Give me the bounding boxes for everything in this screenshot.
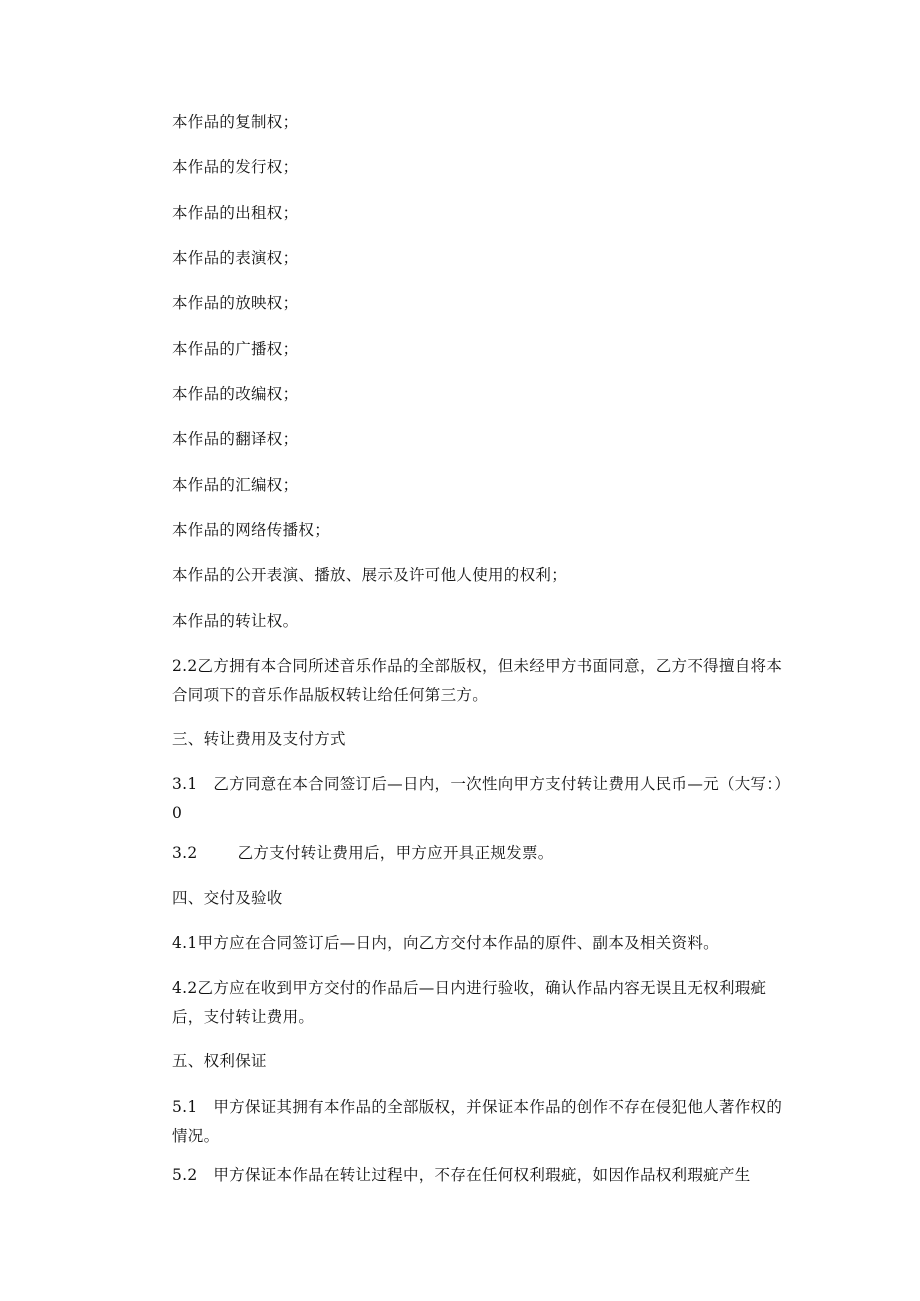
right-item-rental: 本作品的出租权；	[172, 204, 299, 222]
clause-5-1: 5.1 甲方保证其拥有本作品的全部版权，并保证本作品的创作不存在侵犯他人著作权的情况。	[172, 1098, 783, 1145]
right-item-compilation: 本作品的汇编权；	[172, 476, 299, 494]
section-4-title: 四、交付及验收	[172, 889, 283, 907]
right-item-transfer: 本作品的转让权。	[172, 612, 299, 630]
right-item-translation: 本作品的翻译权；	[172, 430, 299, 448]
section-5-title: 五、权利保证	[172, 1052, 267, 1070]
clause-4-1: 4.1甲方应在合同签订后—日内，向乙方交付本作品的原件、副本及相关资料。	[172, 934, 719, 952]
clause-3-2-text: 乙方支付转让费用后，甲方应开具正规发票。	[237, 844, 554, 862]
right-item-public-use: 本作品的公开表演、播放、展示及许可他人使用的权利；	[172, 566, 568, 584]
right-item-network: 本作品的网络传播权；	[172, 521, 331, 539]
right-item-performance: 本作品的表演权；	[172, 249, 299, 267]
clause-2-2: 2.2乙方拥有本合同所述音乐作品的全部版权，但未经甲方书面同意，乙方不得擅自将本合同项下的音乐作品版权转让给任何第三方。	[172, 657, 783, 704]
clause-3-1: 3.1 乙方同意在本合同签订后—日内，一次性向甲方支付转让费用人民币—元（大写：）0	[172, 775, 791, 822]
right-item-distribution: 本作品的发行权；	[172, 158, 299, 176]
right-item-adaptation: 本作品的改编权；	[172, 385, 299, 403]
right-item-screening: 本作品的放映权；	[172, 294, 299, 312]
section-3-title: 三、转让费用及支付方式	[172, 730, 346, 748]
right-item-broadcast: 本作品的广播权；	[172, 340, 299, 358]
clause-3-2-number: 3.2	[172, 844, 198, 862]
right-item-reproduction: 本作品的复制权；	[172, 113, 299, 131]
clause-4-2: 4.2乙方应在收到甲方交付的作品后—日内进行验收，确认作品内容无误且无权利瑕疵后，支付转让费用。	[172, 979, 767, 1026]
clause-5-2: 5.2 甲方保证本作品在转让过程中，不存在任何权利瑕疵，如因作品权利瑕疵产生	[172, 1166, 751, 1184]
clause-3-2	[172, 843, 792, 863]
